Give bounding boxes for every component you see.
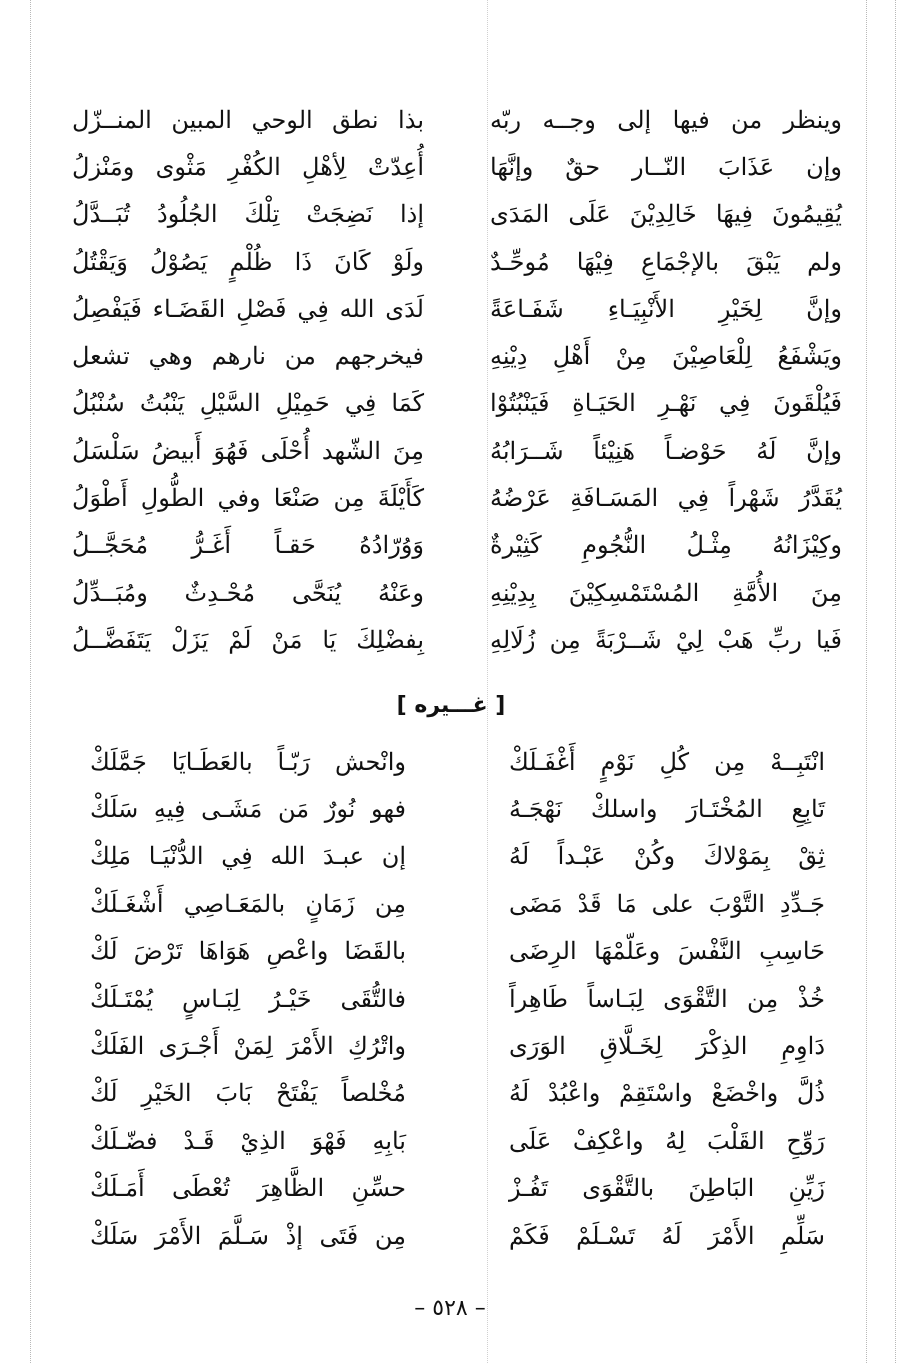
verse-row (90, 833, 825, 880)
verse-row (90, 1165, 825, 1212)
verse-left-hemistich: مِن فَتَى إذْ سَـلَّمَ الأَمْرَ سَلَكْ (90, 1221, 406, 1250)
verse-right-hemistich: تَابِعِ المُخْتَـارَ واسلكْ نَهْجَـهُ (509, 795, 825, 824)
verse-left-hemistich: بَابِهِ فَهْوَ الذِيْ قَـدْ فضّـلَكْ (90, 1126, 406, 1155)
verse-left-hemistich: بِفضْلِكَ يَا مَنْ لَمْ يَزَلْ يَتَفَضَّــلُ (72, 625, 424, 654)
verse-right-hemistich: يُقِيمُونَ فِيهَا خَالِدِيْنَ عَلَى المَدَى (490, 200, 842, 229)
verse-right-hemistich: ثِقْ بِمَوْلاكَ وكُنْ عَبْـداً لَهُ (509, 842, 825, 871)
verse-left-hemistich: مِن زَمَانٍ بالمَعَـاصِي أَشْغَـلَكْ (90, 889, 406, 918)
verse-right-hemistich: وإن عَذَابَ النّــار حقٌ وإنَّهَا (490, 152, 842, 181)
verse-right-hemistich: فَيا ربِّ هَبْ لِيْ شَــرْبَةً مِن زُلَالِهِ (490, 625, 842, 654)
verse-row (72, 569, 842, 616)
verse-right-hemistich: خُذْ مِن التَّقْوَى لِبَـاساً طَاهِراً (509, 984, 825, 1013)
verse-row (90, 928, 825, 975)
verse-right-hemistich: جَـدِّدِ التَّوْبَ على مَا قَدْ مَضَى (509, 889, 825, 918)
verse-row (72, 616, 842, 663)
verse-left-hemistich: فيخرجهم من نارهم وهي تشعل (72, 342, 424, 371)
verse-left-hemistich: بذا نطق الوحي المبين المنــزّل (72, 105, 424, 134)
verse-row (90, 1070, 825, 1117)
scan-artifact-line (866, 0, 867, 1363)
verse-right-hemistich: ويَشْفَعُ لِلْعَاصِيْنَ مِنْ أَهْلِ دِيْنِهِ (490, 342, 842, 371)
verse-row (90, 975, 825, 1022)
verse-right-hemistich: وإنَّ لِخَيْرِ الأَنْبِيَـاءِ شَفَـاعَةً (490, 294, 842, 323)
verse-left-hemistich: فالتُّقَى خَيْـرُ لِبَـاسٍ يُمْتَـلَكْ (90, 984, 406, 1013)
verse-row (72, 427, 842, 474)
verse-row (90, 738, 825, 785)
verse-right-hemistich: رَوِّحِ القَلْبَ لِهُ واعْكِفْ عَلَى (509, 1126, 825, 1155)
verse-right-hemistich: زَيِّنِ البَاطِنَ بالتَّقْوَى تَفُـزْ (509, 1174, 825, 1203)
verse-left-hemistich: واتْرُكِ الأَمْرَ لِمَنْ أَجْـرَى الفَلَكْ (90, 1032, 406, 1061)
verse-row (72, 380, 842, 427)
verse-left-hemistich: إن عبـدَ الله فِي الدُّنْيَـا مَلِكْ (90, 842, 406, 871)
verse-left-hemistich: مِنَ الشّهد أُحْلَى فَهُوَ أَبيضُ سَلْسَلُ (72, 436, 424, 465)
verse-row (72, 285, 842, 332)
verse-left-hemistich: ولَوْ كَانَ ذَا ظُلْمٍ يَصُوْلُ وَيَقْتُلُ (72, 247, 424, 276)
verse-row (72, 332, 842, 379)
verse-row (72, 238, 842, 285)
verse-right-hemistich: مِنَ الأُمَّةِ المُسْتَمْسِكِيْنَ بِدِيْنِهِ (490, 578, 842, 607)
verse-row (72, 474, 842, 521)
verse-left-hemistich: فهو نُورٌ مَن مَشَـى فِيهِ سَلَكْ (90, 795, 406, 824)
verse-left-hemistich: كَأَيْلَةَ مِن صَنْعَا وفي الطُّولِ أَطْوَلُ (72, 484, 424, 513)
verse-row (90, 880, 825, 927)
verse-left-hemistich: وانْحش رَبّـاً بالعَطَـايَا جَمَّلَكْ (90, 747, 406, 776)
scan-artifact-line (30, 0, 31, 1363)
page-number: – ٥٢٨ – (414, 1296, 486, 1321)
verse-right-hemistich: فَيُلْقَونَ فِي نَهْـرِ الحَيَـاةِ فَيَنْبُتُوْا (490, 389, 842, 418)
verse-left-hemistich: كَمَا فِي حَمِيْلِ السَّيْلِ يَنْبُتُ سُنْبُلُ (72, 389, 424, 418)
verse-right-hemistich: وينظر من فيها إلى وجــه ربّه (490, 105, 842, 134)
section-heading: [ غـــيره ] (396, 693, 506, 718)
verse-row (72, 143, 842, 190)
verse-left-hemistich: وعَنْهُ يُنَحَّى مُحْـدِثٌ ومُبَــدِّلُ (72, 578, 424, 607)
verse-row (72, 522, 842, 569)
verse-right-hemistich: وإنَّ لَهُ حَوْضـاً هَنِيْئاً شَــرَابُهُ (490, 436, 842, 465)
verse-right-hemistich: حَاسِبِ النَّفْسَ وعَلّمْهَا الرِضَى (509, 937, 825, 966)
verse-right-hemistich: انْتَبِــهْ مِن كُلِ نَوْمٍ أَغْفَـلَكْ (509, 747, 825, 776)
verse-left-hemistich: مُخْلصاً يَفْتَحْ بَابَ الخَيْرِ لَكْ (90, 1079, 406, 1108)
verse-right-hemistich: يُقَدَّرُ شَهْراً فِي المَسَـافَةِ عَرْضُهُ (490, 484, 842, 513)
verse-left-hemistich: إذا نَضِجَتْ تِلْكَ الجُلُودُ تُبَــدَّلُ (72, 200, 424, 229)
poem-section-2 (90, 738, 825, 1259)
verse-right-hemistich: وكِيْزَانُهُ مِثْـلُ النُّجُومِ كَثِيْرةٌ (490, 531, 842, 560)
verse-row (72, 191, 842, 238)
verse-left-hemistich: أُعِدّتْ لِأهْلِ الكُفْرِ مَثْوى ومَنْزلُ (72, 152, 424, 181)
verse-right-hemistich: سَلِّمِ الأَمْرَ لَهُ تَسْـلَمْ فَكَمْ (509, 1221, 825, 1250)
verse-row (90, 1212, 825, 1259)
verse-left-hemistich: وَوُرّادُهُ حَقـاً أَغَـرُّ مُحَجَّــلُ (72, 531, 424, 560)
scan-artifact-line (895, 0, 896, 1363)
verse-row (90, 785, 825, 832)
verse-row (72, 96, 842, 143)
verse-left-hemistich: لَدَى الله فِي فَصْلِ القَضَـاء فَيَفْصِلُ (72, 294, 424, 323)
verse-left-hemistich: حسِّنِ الظَّاهِرَ تُعْطَى أَمَـلَكْ (90, 1174, 406, 1203)
verse-right-hemistich: ذُلَّ واخْضَعْ واسْتَقِمْ واعْبُدْ لَهُ (509, 1079, 825, 1108)
verse-row (90, 1022, 825, 1069)
verse-right-hemistich: ولم يَبْقَ بالإجْمَاعِ فِيْهَا مُوحِّـدٌ (490, 247, 842, 276)
verse-left-hemistich: بالقَضَا واعْصِ هَوَاهَا تَرْضَ لَكْ (90, 937, 406, 966)
verse-row (90, 1117, 825, 1164)
verse-right-hemistich: دَاوِمِ الذِكْرَ لِخَـلَّاقِ الوَرَى (509, 1032, 825, 1061)
poem-section-1 (72, 96, 842, 664)
